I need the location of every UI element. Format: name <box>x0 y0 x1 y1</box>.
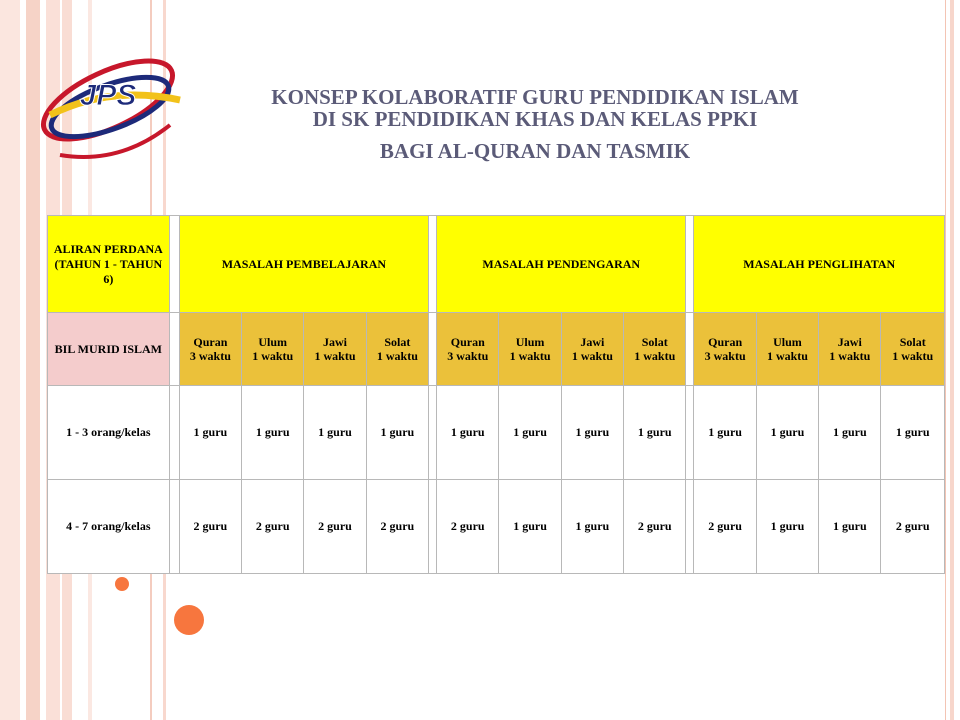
row-header-bil-murid: BIL MURID ISLAM <box>48 313 170 386</box>
subject-time: 1 waktu <box>252 349 294 363</box>
table-cell: 2 guru <box>881 480 945 574</box>
subject-time: 1 waktu <box>509 349 551 363</box>
group-header-penglihatan: MASALAH PENGLIHATAN <box>694 216 945 313</box>
table-cell: 2 guru <box>179 480 241 574</box>
subject-name: Quran <box>193 335 228 349</box>
table-cell: 1 guru <box>756 480 818 574</box>
column-gap <box>429 480 437 574</box>
subject-name: Solat <box>899 335 926 349</box>
subject-header <box>881 313 945 386</box>
table-cell: 1 guru <box>819 386 881 480</box>
subject-header <box>499 313 561 386</box>
subject-name: Solat <box>384 335 411 349</box>
jps-logo <box>30 45 190 170</box>
corner-header: ALIRAN PERDANA (TAHUN 1 - TAHUN 6) <box>48 216 170 313</box>
subject-time: 3 waktu <box>189 349 231 363</box>
column-gap <box>429 216 437 313</box>
subject-name: Quran <box>708 335 743 349</box>
title-line-3: BAGI AL-QURAN DAN TASMIK <box>379 139 691 163</box>
column-gap <box>686 480 694 574</box>
column-gap <box>429 313 437 386</box>
subject-time: 1 waktu <box>571 349 613 363</box>
subject-name: Solat <box>641 335 668 349</box>
subject-header <box>304 313 366 386</box>
subject-time: 1 waktu <box>829 349 871 363</box>
subject-header <box>756 313 818 386</box>
table-row <box>48 480 945 574</box>
column-gap <box>169 480 179 574</box>
column-gap <box>429 386 437 480</box>
table-cell: 2 guru <box>366 480 428 574</box>
row-label: 1 - 3 orang/kelas <box>48 386 170 480</box>
column-gap <box>169 313 179 386</box>
group-header-pendengaran: MASALAH PENDENGARAN <box>437 216 686 313</box>
subject-time: 3 waktu <box>704 349 746 363</box>
subject-name: Ulum <box>773 335 802 349</box>
guru-allocation-table <box>47 215 945 574</box>
table-cell: 1 guru <box>561 480 623 574</box>
subject-header-row <box>48 313 945 386</box>
subject-time: 1 waktu <box>766 349 808 363</box>
group-header-row <box>48 216 945 313</box>
table-cell: 2 guru <box>304 480 366 574</box>
column-gap <box>686 216 694 313</box>
table-cell: 1 guru <box>561 386 623 480</box>
table-cell: 1 guru <box>624 386 686 480</box>
subject-time: 1 waktu <box>314 349 356 363</box>
subject-time: 3 waktu <box>447 349 489 363</box>
group-header-pembelajaran: MASALAH PEMBELAJARAN <box>179 216 428 313</box>
table-cell: 1 guru <box>881 386 945 480</box>
column-gap <box>169 386 179 480</box>
subject-time: 1 waktu <box>376 349 418 363</box>
subject-time: 1 waktu <box>634 349 676 363</box>
column-gap <box>686 313 694 386</box>
table-cell: 1 guru <box>819 480 881 574</box>
subject-name: Ulum <box>258 335 288 349</box>
slide-title <box>190 86 880 162</box>
table-cell: 1 guru <box>179 386 241 480</box>
table-cell: 2 guru <box>437 480 499 574</box>
right-decorative-stripe <box>950 0 954 720</box>
column-gap <box>169 216 179 313</box>
subject-name: Jawi <box>837 335 862 349</box>
table-cell: 1 guru <box>499 480 561 574</box>
row-label: 4 - 7 orang/kelas <box>48 480 170 574</box>
table-cell: 1 guru <box>366 386 428 480</box>
title-line-1: KONSEP KOLABORATIF GURU PENDIDIKAN ISLAM <box>271 85 799 109</box>
decorative-dot-large <box>174 605 204 635</box>
subject-header <box>819 313 881 386</box>
table-cell: 1 guru <box>694 386 756 480</box>
subject-header <box>694 313 756 386</box>
subject-name: Jawi <box>580 335 605 349</box>
title-line-2: DI SK PENDIDIKAN KHAS DAN KELAS PPKI <box>312 107 758 131</box>
table-cell: 2 guru <box>694 480 756 574</box>
subject-time: 1 waktu <box>892 349 934 363</box>
table-row <box>48 386 945 480</box>
table-cell: 1 guru <box>242 386 304 480</box>
subject-name: Jawi <box>323 335 348 349</box>
column-gap <box>686 386 694 480</box>
table-cell: 2 guru <box>242 480 304 574</box>
subject-header <box>561 313 623 386</box>
right-decorative-line <box>945 0 946 720</box>
table-cell: 1 guru <box>437 386 499 480</box>
subject-name: Quran <box>450 335 485 349</box>
subject-header <box>366 313 428 386</box>
table-cell: 1 guru <box>304 386 366 480</box>
decorative-dot-small <box>115 577 129 591</box>
table-cell: 2 guru <box>624 480 686 574</box>
table-cell: 1 guru <box>756 386 818 480</box>
table-cell: 1 guru <box>499 386 561 480</box>
subject-header <box>179 313 241 386</box>
subject-header <box>242 313 304 386</box>
logo-text: JPS <box>79 79 137 112</box>
subject-name: Ulum <box>515 335 545 349</box>
subject-header <box>437 313 499 386</box>
subject-header <box>624 313 686 386</box>
